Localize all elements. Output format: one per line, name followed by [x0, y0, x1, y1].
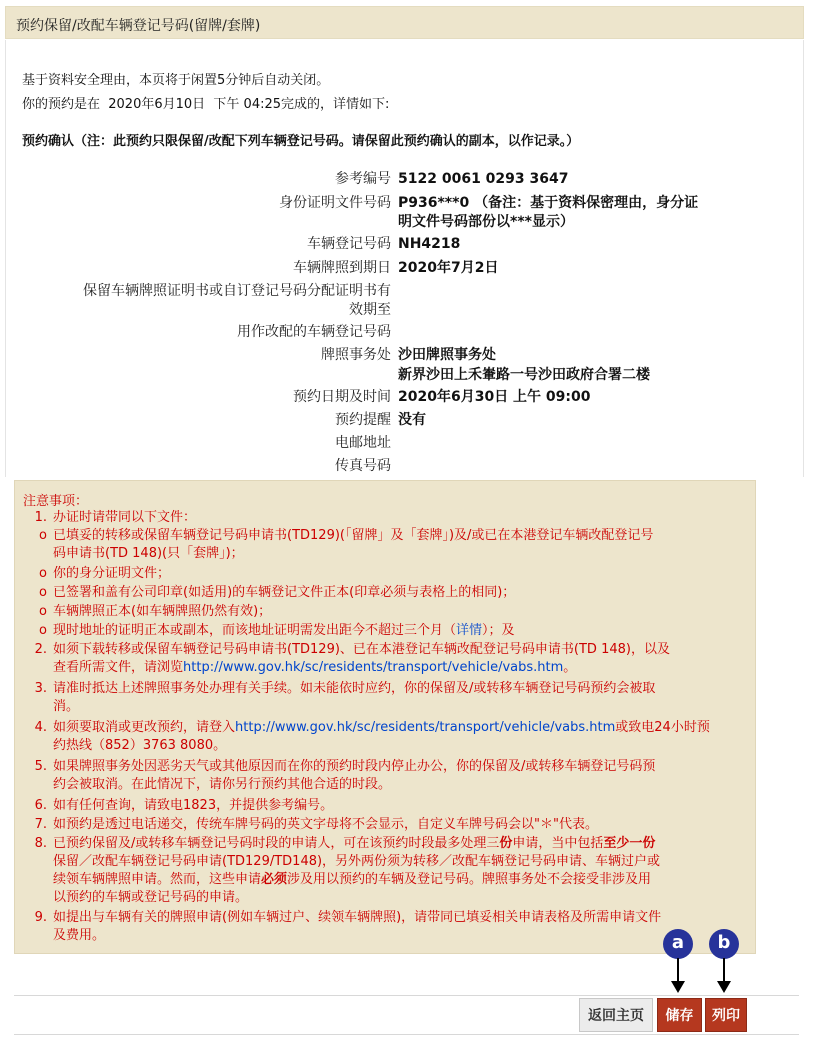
bullet-text: 已签署和盖有公司印章(如适用)的车辆登记文件正本(印章必须与表格上的相同)； — [53, 585, 516, 600]
bullet-icon: o — [39, 566, 47, 581]
note-text: 如须下载转移或保留车辆登记号码申请书(TD129)、已在本港登记车辆改配登记号码申请书(TD 148)，以及 — [53, 642, 670, 657]
note-text: 续领车辆牌照申请。然而，这些申请 — [53, 872, 262, 887]
assign-label: 用作改配的车辆登记号码 — [237, 324, 391, 340]
bullet-icon: o — [39, 585, 47, 600]
appointment-info-panel — [5, 40, 804, 477]
note-emphasis: 份 — [499, 836, 513, 851]
notes-panel — [14, 480, 756, 954]
ref-value: 5122 0061 0293 3647 — [398, 171, 569, 187]
note-text: 保留／改配车辆登记号码申请(TD129/TD148)，另外两份须为转移／改配车辆登记号码申请、车辆过户或 — [53, 854, 661, 869]
note-text: 。 — [563, 660, 577, 675]
note-emphasis: 至少一份 — [603, 836, 656, 851]
note-item — [25, 680, 745, 716]
note-text: 以预约的车辆或登记号码的申请。 — [53, 890, 249, 905]
print-button[interactable]: 列印 — [705, 998, 747, 1032]
notes-header: 注意事项： — [23, 494, 89, 509]
note-number: 7. — [34, 817, 47, 832]
note-text: 请准时抵达上述牌照事务处办理有关手续。如未能依时应约，你的保留及/或转移车辆登记号码预约会被取 — [53, 681, 656, 696]
bullet-text: 车辆牌照正本(如车辆牌照仍然有效)； — [53, 604, 272, 619]
details-link[interactable]: 详情 — [456, 623, 483, 638]
id-label: 身份证明文件号码 — [279, 195, 391, 211]
note-text: 或致电24小时预 — [615, 720, 710, 735]
ref-label: 参考编号 — [335, 171, 391, 187]
retention-label-line2: 效期至 — [349, 302, 391, 318]
note-text: 申请，当中包括 — [512, 836, 604, 851]
note-item — [25, 909, 745, 945]
bullet-text: 现时地址的证明正本或副本，而该地址证明需发出距今不超过三个月（ — [53, 623, 457, 638]
note-item — [25, 719, 745, 755]
note-number: 5. — [34, 759, 47, 774]
email-label: 电邮地址 — [335, 435, 391, 451]
appt-value: 2020年6月30日 上午 09:00 — [398, 389, 591, 405]
note-text: 如预约是透过电话递交，传统车牌号码的英文字母将不会显示，自定义车牌号码会以"＊"代表。 — [53, 817, 598, 832]
licence-expiry-value: 2020年7月2日 — [398, 260, 499, 276]
bullet-item — [25, 527, 745, 563]
note-emphasis: 必须 — [261, 872, 288, 887]
bullet-text: 已填妥的转移或保留车辆登记号码申请书(TD129)(「留牌」及「套牌」)及/或已在本港登记车辆改配登记号 — [53, 528, 654, 543]
note-item — [25, 758, 745, 794]
page-title-bar — [5, 6, 804, 39]
bullet-icon: o — [39, 528, 47, 543]
office-value-line1: 沙田牌照事务处 — [398, 347, 496, 363]
retention-label-line1: 保留车辆牌照证明书或自订登记号码分配证明书有 — [83, 283, 391, 299]
note-item — [25, 835, 745, 907]
note-text: 查看所需文件，请浏览 — [53, 660, 184, 675]
appt-label: 预约日期及时间 — [293, 389, 391, 405]
note-number: 6. — [34, 798, 47, 813]
note-text: 涉及用以预约的车辆及登记号码。牌照事务处不会接受非涉及用 — [287, 872, 652, 887]
note-text: 如果牌照事务处因恶劣天气或其他原因而在你的预约时段内停止办公，你的保留及/或转移车辆登记号码预 — [53, 759, 656, 774]
note-text: 约热线（852）3763 8080。 — [53, 738, 227, 753]
note-number: 3. — [34, 681, 47, 696]
office-value-line2: 新界沙田上禾輋路一号沙田政府合署二楼 — [398, 367, 650, 383]
bullet-text: ）；及 — [482, 623, 515, 638]
bullet-icon: o — [39, 623, 47, 638]
note-text: 如有任何查询，请致电1823，并提供参考编号。 — [53, 798, 334, 813]
id-value-line1: P936***0 （备注：基于资料保密理由，身分证 — [398, 195, 699, 211]
callout-b-marker: b — [709, 929, 739, 959]
completed-text: 你的预约是在 2020年6月10日 下午 04:25完成的，详情如下: — [22, 97, 390, 112]
security-notice: 基于资料安全理由，本页将于闲置5分钟后自动关闭。 — [22, 73, 330, 88]
note-number: 4. — [34, 720, 47, 735]
page-title: 预约保留/改配车辆登记号码(留牌/套牌) — [16, 18, 261, 34]
id-value-line2: 明文件号码部份以***显示） — [398, 214, 574, 230]
note-number: 2. — [34, 642, 47, 657]
confirm-heading: 预约确认（注：此预约只限保留/改配下列车辆登记号码。请保留此预约确认的副本，以作记录。） — [22, 134, 580, 149]
note-text: 如提出与车辆有关的牌照申请(例如车辆过户、续领车辆牌照)，请带同已填妥相关申请表格及所需申请文件 — [53, 910, 662, 925]
note-text: 消。 — [53, 699, 80, 714]
reg-value: NH4218 — [398, 236, 461, 252]
office-label: 牌照事务处 — [321, 347, 391, 363]
note-text: 如须要取消或更改预约，请登入 — [53, 720, 236, 735]
reminder-label: 预约提醒 — [335, 412, 391, 428]
fax-label: 传真号码 — [335, 458, 391, 474]
licence-expiry-label: 车辆牌照到期日 — [293, 260, 391, 276]
callout-a-arrowhead-icon — [671, 981, 685, 993]
note-text: 办证时请带同以下文件： — [53, 510, 197, 525]
note-text: 及费用。 — [53, 928, 106, 943]
reminder-value: 没有 — [398, 412, 426, 428]
note-item — [25, 641, 745, 677]
bullet-text: 你的身分证明文件； — [53, 566, 171, 581]
note-text: 约会被取消。在此情况下，请你另行预约其他合适的时段。 — [53, 777, 392, 792]
callout-a-marker: a — [663, 929, 693, 959]
bullet-text: 码申请书(TD 148)(只「套牌」)； — [53, 546, 244, 561]
callout-b-arrowhead-icon — [717, 981, 731, 993]
note-text: 已预约保留及/或转移车辆登记号码时段的申请人，可在该预约时段最多处理三 — [53, 836, 500, 851]
vabs-link[interactable]: http://www.gov.hk/sc/residents/transport/vehicle/vabs.htm — [183, 660, 564, 675]
vabs-link[interactable]: http://www.gov.hk/sc/residents/transport/vehicle/vabs.htm — [235, 720, 616, 735]
reg-label: 车辆登记号码 — [307, 236, 391, 252]
note-number: 1. — [34, 510, 47, 525]
note-number: 9. — [34, 910, 47, 925]
home-button[interactable]: 返回主页 — [579, 998, 653, 1032]
save-button[interactable]: 储存 — [657, 998, 702, 1032]
bullet-icon: o — [39, 604, 47, 619]
note-number: 8. — [34, 836, 47, 851]
